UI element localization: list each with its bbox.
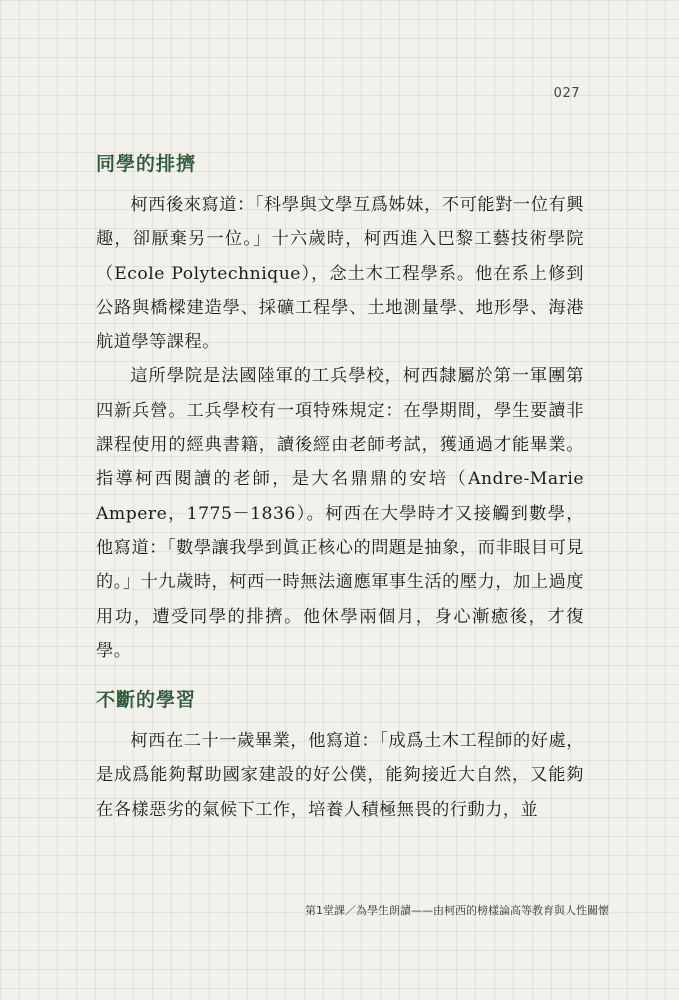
section-heading: 同學的排擠 — [96, 153, 197, 175]
page-content — [96, 144, 584, 827]
body-paragraph: 柯西在二十一歲畢業，他寫道：「成爲土木工程師的好處，是成爲能夠幫助國家建設的好公僕，能夠接近大自然，又能夠在各樣惡劣的氣候下工作，培養人積極無畏的行動力，並 — [96, 731, 584, 820]
running-footer: 第1堂課／為學生朗讀——由柯西的榜樣論高等教育與人性關懷 — [305, 904, 609, 917]
body-paragraph: 這所學院是法國陸軍的工兵學校，柯西隸屬於第一軍團第四新兵營。工兵學校有一項特殊規定：在學期間，學生要讀非課程使用的經典書籍，讀後經由老師考試，獲通過才能畢業。指導柯西閱讀的老師，是大名鼎鼎的安培（Andre-Marie Ampere，1775－1836）。柯西在大學時才又接觸到數學，他寫道：「數學讓我學到眞正核心的問題是抽象，而非眼目可見的。」十九歲時，柯西一時無法適應軍事生活的壓力，加上過度用功，遭受同學的排擠。他休學兩個月，身心漸癒後，才復學。 — [96, 366, 584, 661]
section-heading: 不斷的學習 — [96, 689, 197, 712]
page-number: 027 — [553, 86, 580, 101]
body-paragraph: 柯西後來寫道：「科學與文學互爲姊妹，不可能對一位有興趣，卻厭棄另一位。」十六歲時，柯西進入巴黎工藝技術學院（Ecole Polytechnique），念土木工程學系。他在系上修到公路與橋樑建造學、採礦工程學、土地測量學、地形學、海港航道學等課程。 — [96, 195, 584, 353]
